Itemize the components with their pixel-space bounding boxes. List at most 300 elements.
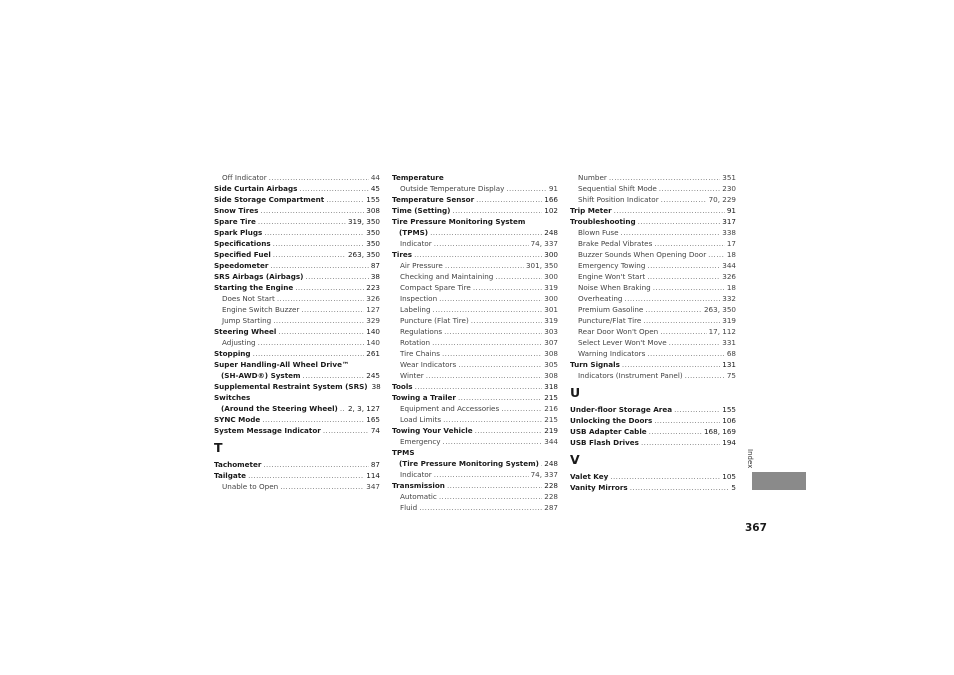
index-term: (SH-AWD®) System xyxy=(221,371,301,380)
dot-leader xyxy=(263,459,368,470)
dot-leader xyxy=(273,238,365,249)
page-reference[interactable]: 44 xyxy=(370,173,380,182)
index-term: Turn Signals xyxy=(570,360,620,369)
index-entry xyxy=(214,470,380,481)
dot-leader xyxy=(419,502,542,513)
index-term: Valet Key xyxy=(570,472,609,481)
dot-leader xyxy=(273,315,364,326)
page-reference[interactable]: 319 xyxy=(544,283,558,292)
index-term: Starting the Engine xyxy=(214,283,294,292)
index-term: System Message Indicator xyxy=(214,426,321,435)
index-entry xyxy=(214,172,380,183)
page-reference[interactable]: 308 xyxy=(366,206,380,215)
index-entry xyxy=(570,293,736,304)
index-entry xyxy=(392,216,558,227)
page-reference[interactable]: 301 xyxy=(544,305,558,314)
page-reference[interactable]: 319 xyxy=(722,316,736,325)
page-reference[interactable]: 75 xyxy=(726,371,736,380)
index-entry xyxy=(214,359,380,370)
dot-leader xyxy=(458,359,542,370)
index-term: Air Pressure xyxy=(400,261,443,270)
dot-leader xyxy=(471,315,543,326)
index-entry xyxy=(214,260,380,271)
index-entry xyxy=(214,348,380,359)
index-entry xyxy=(214,370,380,381)
index-entry xyxy=(214,216,380,227)
index-entry xyxy=(570,282,736,293)
dot-leader xyxy=(262,414,364,425)
index-term: Tire Pressure Monitoring System xyxy=(392,217,526,226)
index-term: TPMS xyxy=(392,448,415,457)
page-reference[interactable]: 301, 350 xyxy=(525,261,558,270)
index-entry xyxy=(392,447,558,458)
page-reference[interactable]: 248 xyxy=(544,228,558,237)
index-entry xyxy=(214,326,380,337)
dot-leader xyxy=(432,337,542,348)
section-letter: U xyxy=(570,385,581,400)
section-letter: T xyxy=(214,440,223,455)
page-reference[interactable]: 70, 229 xyxy=(708,195,736,204)
page-reference[interactable]: 350 xyxy=(366,239,380,248)
index-term: Unable to Open xyxy=(222,482,279,491)
dot-leader xyxy=(444,326,542,337)
index-entry xyxy=(214,315,380,326)
page-reference[interactable]: 319 xyxy=(544,316,558,325)
index-term: Snow Tires xyxy=(214,206,259,215)
index-entry xyxy=(392,183,558,194)
page-reference[interactable]: 2, 3, 127 xyxy=(347,404,380,413)
index-term: Rear Door Won't Open xyxy=(578,327,659,336)
page-reference[interactable]: 17 xyxy=(726,239,736,248)
index-term: Time (Setting) xyxy=(392,206,451,215)
index-term: Emergency xyxy=(400,437,441,446)
dot-leader xyxy=(475,425,543,436)
index-entry xyxy=(570,205,736,216)
index-entry xyxy=(392,469,558,480)
page-reference[interactable]: 344 xyxy=(722,261,736,270)
page-reference[interactable]: 87 xyxy=(370,261,380,270)
page-reference[interactable]: 344 xyxy=(544,437,558,446)
page-reference[interactable]: 230 xyxy=(722,184,736,193)
index-entry xyxy=(214,381,380,392)
index-entry xyxy=(214,304,380,315)
page-reference[interactable]: 155 xyxy=(366,195,380,204)
index-entry xyxy=(392,205,558,216)
dot-leader xyxy=(414,249,542,260)
index-term: Indicators (Instrument Panel) xyxy=(578,371,683,380)
index-entry xyxy=(392,381,558,392)
index-term: Tools xyxy=(392,382,413,391)
index-term: Automatic xyxy=(400,492,437,501)
page-reference[interactable]: 17, 112 xyxy=(708,327,736,336)
dot-leader xyxy=(445,260,524,271)
index-column-3 xyxy=(570,172,736,493)
page-reference[interactable]: 140 xyxy=(366,338,380,347)
index-term: Overheating xyxy=(578,294,623,303)
index-entry xyxy=(392,359,558,370)
index-term: USB Adapter Cable xyxy=(570,427,647,436)
dot-leader xyxy=(685,370,725,381)
index-term: Engine Won't Start xyxy=(578,272,646,281)
dot-leader xyxy=(647,260,720,271)
index-entry xyxy=(392,436,558,447)
dot-leader xyxy=(434,238,529,249)
page-reference[interactable]: 248 xyxy=(544,459,558,468)
index-term: Tailgate xyxy=(214,471,247,480)
index-entry xyxy=(392,315,558,326)
index-term: Tire Chains xyxy=(400,349,440,358)
page-reference[interactable]: 194 xyxy=(722,438,736,447)
index-term: Brake Pedal Vibrates xyxy=(578,239,653,248)
index-entry xyxy=(392,227,558,238)
index-term: Fluid xyxy=(400,503,418,512)
index-term: Wear Indicators xyxy=(400,360,457,369)
index-term: Trip Meter xyxy=(570,206,612,215)
index-term: Premium Gasoline xyxy=(578,305,644,314)
index-entry xyxy=(570,216,736,227)
index-entry xyxy=(214,205,380,216)
page-reference[interactable]: 74, 337 xyxy=(530,239,558,248)
index-term: Winter xyxy=(400,371,424,380)
page-reference[interactable]: 155 xyxy=(722,405,736,414)
dot-leader xyxy=(458,392,542,403)
page-reference[interactable]: 319, 350 xyxy=(347,217,380,226)
section-letter: V xyxy=(570,452,580,467)
page-reference[interactable]: 351 xyxy=(722,173,736,182)
page-reference[interactable]: 318 xyxy=(544,382,558,391)
index-term: Tires xyxy=(392,250,413,259)
index-entry xyxy=(570,415,736,426)
dot-leader xyxy=(473,282,542,293)
page-reference[interactable]: 127 xyxy=(366,305,380,314)
index-term: Steering Wheel xyxy=(214,327,277,336)
page-reference[interactable]: 263, 350 xyxy=(703,305,736,314)
index-entry xyxy=(214,227,380,238)
index-entry xyxy=(392,293,558,304)
page-reference[interactable]: 228 xyxy=(544,481,558,490)
index-entry xyxy=(570,437,736,448)
dot-leader xyxy=(299,183,368,194)
page-reference[interactable]: 263, 350 xyxy=(347,250,380,259)
index-term: Speedometer xyxy=(214,261,269,270)
page-reference[interactable]: 287 xyxy=(544,503,558,512)
index-term: Warning Indicators xyxy=(578,349,646,358)
page-reference[interactable]: 307 xyxy=(544,338,558,347)
index-entry xyxy=(392,249,558,260)
dot-leader xyxy=(630,482,730,493)
dot-leader xyxy=(442,348,542,359)
page-reference[interactable]: 300 xyxy=(544,272,558,281)
index-term: Sequential Shift Mode xyxy=(578,184,657,193)
page-reference[interactable]: 38 xyxy=(371,382,381,391)
dot-leader xyxy=(439,293,542,304)
index-term: Blown Fuse xyxy=(578,228,619,237)
index-entry xyxy=(214,403,380,414)
dot-leader xyxy=(643,315,720,326)
dot-leader xyxy=(301,304,364,315)
index-entry xyxy=(392,348,558,359)
index-entry xyxy=(570,238,736,249)
page-reference[interactable]: 140 xyxy=(366,327,380,336)
index-entry xyxy=(214,459,380,470)
page-reference[interactable]: 18 xyxy=(726,283,736,292)
page-reference[interactable]: 347 xyxy=(366,482,380,491)
index-term: Jump Starting xyxy=(222,316,272,325)
index-term: Specified Fuel xyxy=(214,250,271,259)
dot-leader xyxy=(669,337,721,348)
index-term: Under-floor Storage Area xyxy=(570,405,673,414)
page-reference[interactable]: 215 xyxy=(544,415,558,424)
index-entry xyxy=(570,194,736,205)
index-entry xyxy=(570,172,736,183)
dot-leader xyxy=(660,326,706,337)
page-reference[interactable]: 91 xyxy=(726,206,736,215)
index-entry xyxy=(214,392,380,403)
dot-leader xyxy=(609,172,720,183)
page-reference[interactable]: 326 xyxy=(722,272,736,281)
page-reference[interactable]: 317 xyxy=(722,217,736,226)
index-entry xyxy=(392,370,558,381)
index-term: Stopping xyxy=(214,349,251,358)
page-number: 367 xyxy=(745,522,767,534)
page-reference[interactable]: 332 xyxy=(722,294,736,303)
index-term: Noise When Braking xyxy=(578,283,651,292)
index-entry xyxy=(392,480,558,491)
page-reference[interactable]: 18 xyxy=(726,250,736,259)
index-term: Rotation xyxy=(400,338,431,347)
index-entry xyxy=(214,425,380,436)
index-term: Labeling xyxy=(400,305,431,314)
page-reference[interactable]: 326 xyxy=(366,294,380,303)
index-term: Select Lever Won't Move xyxy=(578,338,667,347)
index-entry xyxy=(570,326,736,337)
page-reference[interactable]: 331 xyxy=(722,338,736,347)
index-term: Towing Your Vehicle xyxy=(392,426,473,435)
dot-leader xyxy=(622,359,720,370)
dot-leader xyxy=(426,370,543,381)
index-entry xyxy=(570,271,736,282)
page-reference[interactable]: 308 xyxy=(544,349,558,358)
dot-leader xyxy=(439,491,542,502)
dot-leader xyxy=(269,172,369,183)
index-entry xyxy=(570,348,736,359)
dot-leader xyxy=(649,426,702,437)
index-term: (Around the Steering Wheel) xyxy=(221,404,338,413)
dot-leader xyxy=(323,425,369,436)
index-entry xyxy=(570,471,736,482)
index-entry xyxy=(392,238,558,249)
dot-leader xyxy=(621,227,721,238)
page-reference[interactable]: 219 xyxy=(544,426,558,435)
index-entry xyxy=(214,194,380,205)
index-term: Puncture (Flat Tire) xyxy=(400,316,469,325)
page-reference[interactable]: 228 xyxy=(544,492,558,501)
dot-leader xyxy=(340,403,346,414)
dot-leader xyxy=(434,469,529,480)
index-term: Vanity Mirrors xyxy=(570,483,628,492)
dot-leader xyxy=(638,216,721,227)
index-entry xyxy=(392,502,558,513)
index-term: Indicator xyxy=(400,239,432,248)
index-entry xyxy=(392,425,558,436)
index-entry xyxy=(570,304,736,315)
page-reference[interactable]: 338 xyxy=(722,228,736,237)
page-reference[interactable]: 102 xyxy=(544,206,558,215)
dot-leader xyxy=(447,480,542,491)
dot-leader xyxy=(659,183,720,194)
page-reference[interactable]: 74 xyxy=(370,426,380,435)
page-reference[interactable]: 215 xyxy=(544,393,558,402)
index-term: Side Storage Compartment xyxy=(214,195,325,204)
dot-leader xyxy=(661,194,707,205)
index-term: Load Limits xyxy=(400,415,442,424)
index-entry xyxy=(214,414,380,425)
index-entry xyxy=(570,315,736,326)
index-term: Troubleshooting xyxy=(570,217,636,226)
page-reference[interactable]: 308 xyxy=(544,371,558,380)
index-entry xyxy=(570,260,736,271)
index-term: Regulations xyxy=(400,327,443,336)
index-term: Temperature Sensor xyxy=(392,195,475,204)
page-reference[interactable]: 114 xyxy=(366,471,380,480)
index-term: Indicator xyxy=(400,470,432,479)
dot-leader xyxy=(277,293,364,304)
dot-leader xyxy=(433,304,543,315)
page-reference[interactable]: 165 xyxy=(366,415,380,424)
index-term: Outside Temperature Display xyxy=(400,184,505,193)
index-term: USB Flash Drives xyxy=(570,438,639,447)
index-entry xyxy=(392,271,558,282)
index-entry xyxy=(392,491,558,502)
page-reference[interactable]: 38 xyxy=(370,272,380,281)
index-entry xyxy=(214,183,380,194)
page-reference[interactable]: 166 xyxy=(544,195,558,204)
index-term: Shift Position Indicator xyxy=(578,195,659,204)
dot-leader xyxy=(278,326,364,337)
page-reference[interactable]: 261 xyxy=(366,349,380,358)
dot-leader xyxy=(476,194,542,205)
page-reference[interactable]: 329 xyxy=(366,316,380,325)
page-reference[interactable]: 105 xyxy=(722,472,736,481)
dot-leader xyxy=(506,183,546,194)
index-column-1 xyxy=(214,172,380,492)
index-term: Off Indicator xyxy=(222,173,267,182)
index-term: Engine Switch Buzzer xyxy=(222,305,300,314)
page-reference[interactable]: 300 xyxy=(544,250,558,259)
page-reference[interactable]: 74, 337 xyxy=(530,470,558,479)
dot-leader xyxy=(415,381,543,392)
index-term: Number xyxy=(578,173,607,182)
index-entry xyxy=(214,481,380,492)
index-term: Unlocking the Doors xyxy=(570,416,653,425)
index-entry xyxy=(214,293,380,304)
page-reference[interactable]: 168, 169 xyxy=(703,427,736,436)
index-term: (Tire Pressure Monitoring System) xyxy=(399,459,539,468)
index-term: Does Not Start xyxy=(222,294,275,303)
index-term: Specifications xyxy=(214,239,271,248)
page-reference[interactable]: 245 xyxy=(366,371,380,380)
index-entry xyxy=(214,249,380,260)
index-entry xyxy=(392,337,558,348)
dot-leader xyxy=(443,436,543,447)
index-entry xyxy=(214,238,380,249)
index-term: SYNC Mode xyxy=(214,415,261,424)
dot-leader xyxy=(541,458,542,469)
index-entry xyxy=(392,282,558,293)
index-entry xyxy=(392,260,558,271)
page-reference[interactable]: 68 xyxy=(726,349,736,358)
dot-leader xyxy=(303,370,365,381)
index-entry xyxy=(570,227,736,238)
index-term: Inspection xyxy=(400,294,438,303)
index-entry xyxy=(392,304,558,315)
index-entry xyxy=(570,370,736,381)
index-term: Transmission xyxy=(392,481,445,490)
dot-leader xyxy=(495,271,542,282)
index-term: Compact Spare Tire xyxy=(400,283,471,292)
dot-leader xyxy=(614,205,725,216)
page-reference[interactable]: 131 xyxy=(722,360,736,369)
dot-leader xyxy=(280,481,364,492)
index-entry xyxy=(214,282,380,293)
index-entry xyxy=(570,426,736,437)
dot-leader xyxy=(654,415,720,426)
index-entry xyxy=(392,392,558,403)
page-reference[interactable]: 223 xyxy=(366,283,380,292)
dot-leader xyxy=(610,471,720,482)
index-term: Buzzer Sounds When Opening Door xyxy=(578,250,707,259)
dot-leader xyxy=(305,271,368,282)
page-reference[interactable]: 303 xyxy=(544,327,558,336)
page-reference[interactable]: 216 xyxy=(544,404,558,413)
dot-leader xyxy=(326,194,364,205)
page-reference[interactable]: 300 xyxy=(544,294,558,303)
page-reference[interactable]: 106 xyxy=(722,416,736,425)
dot-leader xyxy=(708,249,725,260)
index-entry xyxy=(392,172,558,183)
page-reference[interactable]: 91 xyxy=(548,184,558,193)
dot-leader xyxy=(647,348,725,359)
index-term: Temperature xyxy=(392,173,444,182)
dot-leader xyxy=(501,403,542,414)
index-entry xyxy=(392,403,558,414)
dot-leader xyxy=(430,227,542,238)
page-reference[interactable]: 305 xyxy=(544,360,558,369)
index-term: Puncture/Flat Tire xyxy=(578,316,642,325)
dot-leader xyxy=(653,282,725,293)
page-reference[interactable]: 5 xyxy=(731,483,736,492)
index-term: Tachometer xyxy=(214,460,262,469)
index-term: Switches xyxy=(214,393,251,402)
page-reference[interactable]: 350 xyxy=(366,228,380,237)
index-term: (TPMS) xyxy=(399,228,429,237)
index-term: Checking and Maintaining xyxy=(400,272,494,281)
index-entry xyxy=(570,183,736,194)
page-reference[interactable]: 45 xyxy=(370,184,380,193)
dot-leader xyxy=(674,404,720,415)
index-term: Supplemental Restraint System (SRS) xyxy=(214,382,368,391)
dot-leader xyxy=(248,470,364,481)
dot-leader xyxy=(641,437,720,448)
index-term: SRS Airbags (Airbags) xyxy=(214,272,304,281)
index-entry xyxy=(570,482,736,493)
dot-leader xyxy=(295,282,364,293)
index-term: Emergency Towing xyxy=(578,261,646,270)
dot-leader xyxy=(258,337,365,348)
index-term: Spark Plugs xyxy=(214,228,263,237)
page-reference[interactable]: 87 xyxy=(370,460,380,469)
dot-leader xyxy=(258,216,346,227)
